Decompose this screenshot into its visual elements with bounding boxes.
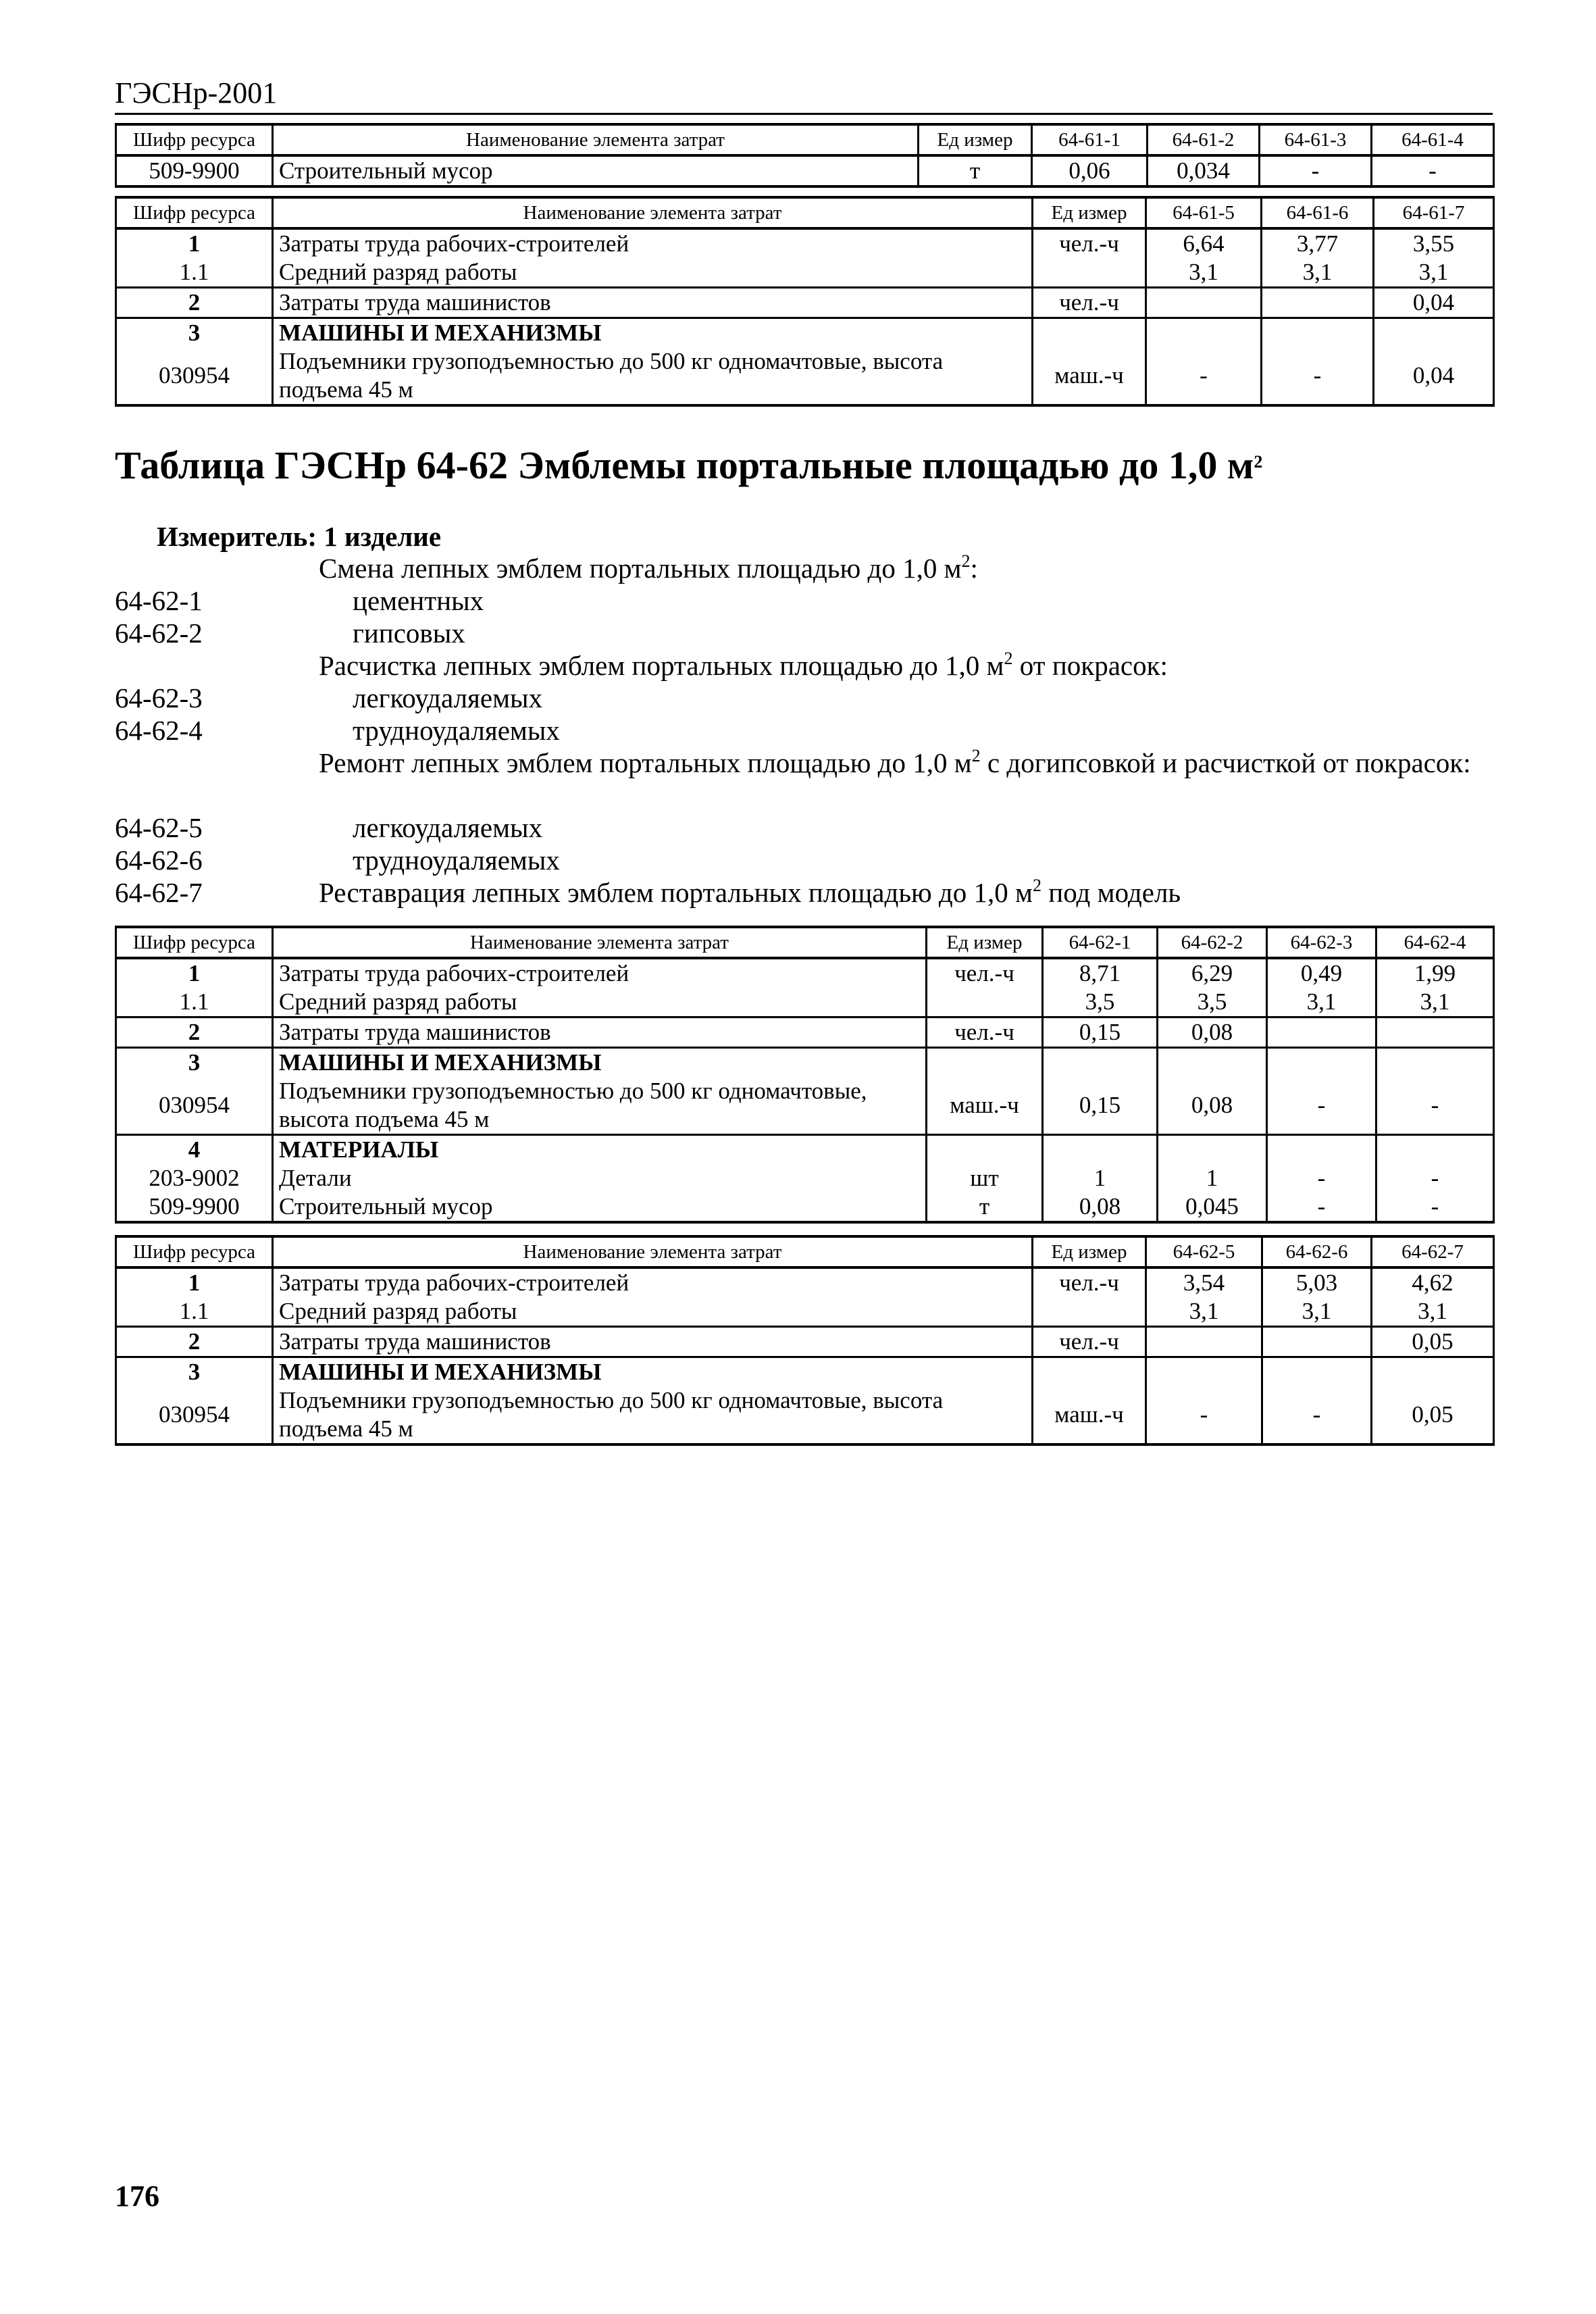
value-cell: 3,1 bbox=[1262, 1297, 1372, 1327]
item-code: 64-62-3 bbox=[115, 682, 203, 713]
value-cell bbox=[1267, 1017, 1376, 1048]
unit: маш.-ч bbox=[1033, 1386, 1146, 1444]
work-items-list bbox=[115, 552, 1493, 909]
value-cell: - bbox=[1376, 1077, 1494, 1135]
value-cell: 3,1 bbox=[1262, 258, 1374, 288]
value-cell: 3,55 bbox=[1374, 228, 1494, 258]
list-item bbox=[115, 811, 1493, 844]
item-code: 64-62-1 bbox=[115, 585, 203, 616]
resource-code: 509-9900 bbox=[116, 155, 273, 186]
value-cell: 3,1 bbox=[1374, 258, 1494, 288]
column-header: 64-61-5 bbox=[1146, 197, 1262, 228]
resource-code: 2 bbox=[116, 1327, 273, 1357]
value-cell bbox=[1376, 1017, 1494, 1048]
column-header: 64-61-7 bbox=[1374, 197, 1494, 228]
empty-cell bbox=[1033, 1357, 1146, 1387]
table-header-row bbox=[116, 197, 1494, 228]
empty-cell bbox=[1033, 318, 1146, 348]
unit: чел.-ч bbox=[1033, 1327, 1146, 1357]
value-cell: 3,5 bbox=[1158, 988, 1267, 1017]
table-row bbox=[116, 958, 1494, 988]
value-cell: - bbox=[1376, 1164, 1494, 1192]
cost-element-name: Затраты труда машинистов bbox=[273, 1327, 1033, 1357]
superscript: 2 bbox=[971, 746, 981, 765]
table-row bbox=[116, 1192, 1494, 1222]
table-row bbox=[116, 1017, 1494, 1048]
list-item bbox=[115, 584, 1493, 617]
value-cell: - bbox=[1262, 347, 1374, 405]
empty-cell bbox=[1376, 1135, 1494, 1165]
running-header: ГЭСНр-2001 bbox=[115, 76, 1493, 115]
resource-code: 030954 bbox=[116, 1077, 273, 1135]
value-cell: 1,99 bbox=[1376, 958, 1494, 988]
column-header: Шифр ресурса bbox=[116, 197, 273, 228]
value-cell: 3,1 bbox=[1376, 988, 1494, 1017]
column-header: Шифр ресурса bbox=[116, 927, 273, 958]
section-heading: МАШИНЫ И МЕХАНИЗМЫ bbox=[273, 318, 1033, 348]
column-header: Наименование элемента затрат bbox=[273, 927, 927, 958]
resource-code: 3 bbox=[116, 318, 273, 348]
column-header: 64-62-5 bbox=[1146, 1236, 1262, 1267]
cost-element-name: Затраты труда рабочих-строителей bbox=[273, 958, 927, 988]
page-number: 176 bbox=[115, 2180, 159, 2213]
value-cell: 5,03 bbox=[1262, 1267, 1372, 1297]
table-header-row bbox=[116, 1236, 1494, 1267]
resource-code: 4 bbox=[116, 1135, 273, 1165]
item-text: легкоудаляемых bbox=[353, 682, 543, 713]
item-text-main: Реставрация лепных эмблем портальных площадью до 1,0 м bbox=[319, 877, 1033, 908]
table-row bbox=[116, 288, 1494, 318]
table-title-text: Таблица ГЭСНр 64-62 Эмблемы портальные площадью до 1,0 м bbox=[115, 443, 1254, 487]
unit bbox=[1033, 258, 1146, 288]
value-cell: 4,62 bbox=[1372, 1267, 1494, 1297]
item-text-after: : bbox=[970, 553, 978, 584]
column-header: Ед измер bbox=[919, 124, 1032, 155]
value-cell: - bbox=[1262, 1386, 1372, 1444]
item-text-main: Смена лепных эмблем портальных площадью до 1,0 м bbox=[319, 553, 962, 584]
unit bbox=[1033, 1297, 1146, 1327]
item-code: 64-62-2 bbox=[115, 618, 203, 649]
empty-cell bbox=[1376, 1048, 1494, 1078]
empty-cell bbox=[1043, 1048, 1158, 1078]
column-header: 64-62-2 bbox=[1158, 927, 1267, 958]
empty-cell bbox=[927, 1135, 1043, 1165]
cost-element-name: Строительный мусор bbox=[273, 1192, 927, 1222]
resource-table-64-62-1-4 bbox=[115, 926, 1495, 1224]
table-row bbox=[116, 1386, 1494, 1444]
resource-code: 1 bbox=[116, 1267, 273, 1297]
list-item bbox=[115, 876, 1493, 909]
empty-cell bbox=[1262, 1357, 1372, 1387]
value-cell: 3,1 bbox=[1146, 258, 1262, 288]
table-row bbox=[116, 228, 1494, 258]
column-header: Шифр ресурса bbox=[116, 124, 273, 155]
resource-code: 2 bbox=[116, 288, 273, 318]
value-cell bbox=[1262, 1327, 1372, 1357]
column-header: 64-61-3 bbox=[1260, 124, 1372, 155]
section-heading: МАТЕРИАЛЫ bbox=[273, 1135, 927, 1165]
empty-cell bbox=[1267, 1135, 1376, 1165]
cost-element-name: Детали bbox=[273, 1164, 927, 1192]
value-cell: 0,06 bbox=[1032, 155, 1148, 186]
item-text-after: от покрасок: bbox=[1012, 650, 1168, 681]
value-cell: 0,05 bbox=[1372, 1327, 1494, 1357]
resource-code: 1.1 bbox=[116, 988, 273, 1017]
unit: т bbox=[927, 1192, 1043, 1222]
item-text-main: Ремонт лепных эмблем портальных площадью до 1,0 м bbox=[319, 747, 972, 778]
cost-element-name: Средний разряд работы bbox=[273, 258, 1033, 288]
item-code: 64-62-4 bbox=[115, 715, 203, 746]
resource-table-64-62-5-7 bbox=[115, 1235, 1495, 1446]
resource-code: 509-9900 bbox=[116, 1192, 273, 1222]
item-text bbox=[319, 747, 1494, 779]
value-cell: 0,04 bbox=[1374, 288, 1494, 318]
value-cell: 0,15 bbox=[1043, 1017, 1158, 1048]
value-cell: 0,04 bbox=[1374, 347, 1494, 405]
column-header: 64-61-6 bbox=[1262, 197, 1374, 228]
item-text: трудноудаляемых bbox=[353, 845, 560, 876]
table-row bbox=[116, 988, 1494, 1017]
value-cell: 0,49 bbox=[1267, 958, 1376, 988]
resource-code: 030954 bbox=[116, 347, 273, 405]
table-row bbox=[116, 1077, 1494, 1135]
empty-cell bbox=[1043, 1135, 1158, 1165]
column-header: Наименование элемента затрат bbox=[273, 197, 1033, 228]
list-item bbox=[115, 649, 1493, 682]
value-cell: - bbox=[1146, 1386, 1262, 1444]
value-cell: 3,77 bbox=[1262, 228, 1374, 258]
list-item bbox=[115, 844, 1493, 876]
item-code: 64-62-5 bbox=[115, 812, 203, 843]
item-text-main: Расчистка лепных эмблем портальных площадью до 1,0 м bbox=[319, 650, 1004, 681]
superscript: 2 bbox=[961, 551, 971, 571]
unit: маш.-ч bbox=[1033, 347, 1146, 405]
cost-element-name: Строительный мусор bbox=[273, 155, 919, 186]
unit: т bbox=[919, 155, 1032, 186]
empty-cell bbox=[1158, 1135, 1267, 1165]
item-code: 64-62-7 bbox=[115, 877, 203, 908]
table-section-row bbox=[116, 1357, 1494, 1387]
value-cell: - bbox=[1376, 1192, 1494, 1222]
measure-unit: Измеритель: 1 изделие bbox=[157, 521, 442, 552]
cost-element-name: Затраты труда машинистов bbox=[273, 1017, 927, 1048]
item-text bbox=[319, 649, 1168, 682]
table-header-row bbox=[116, 927, 1494, 958]
resource-code: 1 bbox=[116, 958, 273, 988]
empty-cell bbox=[1146, 318, 1262, 348]
resource-code: 1.1 bbox=[116, 258, 273, 288]
item-code: 64-62-6 bbox=[115, 845, 203, 876]
column-header: Шифр ресурса bbox=[116, 1236, 273, 1267]
column-header: 64-62-4 bbox=[1376, 927, 1494, 958]
cost-element-name: Подъемники грузоподъемностью до 500 кг одномачтовые, высота подъема 45 м bbox=[273, 347, 1033, 405]
value-cell: 0,08 bbox=[1043, 1192, 1158, 1222]
value-cell: 3,1 bbox=[1267, 988, 1376, 1017]
value-cell: 0,045 bbox=[1158, 1192, 1267, 1222]
table-section-row bbox=[116, 318, 1494, 348]
value-cell bbox=[1262, 288, 1374, 318]
column-header: 64-61-4 bbox=[1372, 124, 1494, 155]
column-header: Ед измер bbox=[927, 927, 1043, 958]
value-cell: 1 bbox=[1158, 1164, 1267, 1192]
unit: чел.-ч bbox=[927, 1017, 1043, 1048]
empty-cell bbox=[927, 1048, 1043, 1078]
column-header: 64-61-1 bbox=[1032, 124, 1148, 155]
column-header: 64-62-7 bbox=[1372, 1236, 1494, 1267]
list-item bbox=[115, 552, 1493, 584]
superscript: 2 bbox=[1004, 649, 1013, 668]
cost-element-name: Подъемники грузоподъемностью до 500 кг одномачтовые, высота подъема 45 м bbox=[273, 1077, 927, 1135]
value-cell: 0,08 bbox=[1158, 1017, 1267, 1048]
value-cell: 0,05 bbox=[1372, 1386, 1494, 1444]
unit: чел.-ч bbox=[927, 958, 1043, 988]
value-cell: 3,54 bbox=[1146, 1267, 1262, 1297]
unit: шт bbox=[927, 1164, 1043, 1192]
resource-code: 030954 bbox=[116, 1386, 273, 1444]
table-row bbox=[116, 1267, 1494, 1297]
value-cell: 6,64 bbox=[1146, 228, 1262, 258]
value-cell: 3,1 bbox=[1146, 1297, 1262, 1327]
empty-cell bbox=[1267, 1048, 1376, 1078]
value-cell: - bbox=[1260, 155, 1372, 186]
item-text: цементных bbox=[353, 585, 484, 616]
cost-element-name: Затраты труда рабочих-строителей bbox=[273, 1267, 1033, 1297]
value-cell: 6,29 bbox=[1158, 958, 1267, 988]
column-header: Ед измер bbox=[1033, 1236, 1146, 1267]
unit: чел.-ч bbox=[1033, 228, 1146, 258]
item-text: легкоудаляемых bbox=[353, 812, 543, 843]
resource-table-64-61-5-7 bbox=[115, 196, 1495, 407]
value-cell bbox=[1146, 1327, 1262, 1357]
column-header: Ед измер bbox=[1033, 197, 1146, 228]
column-header: Наименование элемента затрат bbox=[273, 1236, 1033, 1267]
unit: чел.-ч bbox=[1033, 1267, 1146, 1297]
resource-code: 203-9002 bbox=[116, 1164, 273, 1192]
table-header-row bbox=[116, 124, 1494, 155]
value-cell: 0,08 bbox=[1158, 1077, 1267, 1135]
item-text: гипсовых bbox=[353, 618, 465, 649]
table-row bbox=[116, 258, 1494, 288]
unit bbox=[927, 988, 1043, 1017]
item-text-after: с догипсовкой и расчисткой от покрасок: bbox=[980, 747, 1471, 778]
empty-cell bbox=[1372, 1357, 1494, 1387]
resource-code: 3 bbox=[116, 1048, 273, 1078]
value-cell: 0,15 bbox=[1043, 1077, 1158, 1135]
table-row bbox=[116, 1297, 1494, 1327]
column-header: 64-62-6 bbox=[1262, 1236, 1372, 1267]
unit: чел.-ч bbox=[1033, 288, 1146, 318]
value-cell: 1 bbox=[1043, 1164, 1158, 1192]
value-cell bbox=[1146, 288, 1262, 318]
table-row bbox=[116, 1327, 1494, 1357]
unit: маш.-ч bbox=[927, 1077, 1043, 1135]
value-cell: - bbox=[1267, 1192, 1376, 1222]
list-item bbox=[115, 617, 1493, 649]
cost-element-name: Затраты труда рабочих-строителей bbox=[273, 228, 1033, 258]
resource-code: 2 bbox=[116, 1017, 273, 1048]
superscript: 2 bbox=[1254, 452, 1263, 472]
value-cell: - bbox=[1372, 155, 1494, 186]
column-header: Наименование элемента затрат bbox=[273, 124, 919, 155]
table-section-row bbox=[116, 1048, 1494, 1078]
resource-code: 3 bbox=[116, 1357, 273, 1387]
item-text bbox=[319, 552, 978, 584]
cost-element-name: Средний разряд работы bbox=[273, 1297, 1033, 1327]
column-header: 64-62-1 bbox=[1043, 927, 1158, 958]
item-text-after: под модель bbox=[1041, 877, 1181, 908]
empty-cell bbox=[1146, 1357, 1262, 1387]
item-text: трудноудаляемых bbox=[353, 715, 560, 746]
value-cell: - bbox=[1267, 1164, 1376, 1192]
value-cell: 3,1 bbox=[1372, 1297, 1494, 1327]
section-heading: МАШИНЫ И МЕХАНИЗМЫ bbox=[273, 1048, 927, 1078]
cost-element-name: Затраты труда машинистов bbox=[273, 288, 1033, 318]
table-row bbox=[116, 347, 1494, 405]
value-cell: - bbox=[1267, 1077, 1376, 1135]
empty-cell bbox=[1262, 318, 1374, 348]
resource-table-64-61-1-4 bbox=[115, 123, 1495, 188]
superscript: 2 bbox=[1033, 876, 1041, 895]
value-cell: 0,034 bbox=[1148, 155, 1260, 186]
item-text bbox=[319, 876, 1181, 909]
cost-element-name: Подъемники грузоподъемностью до 500 кг одномачтовые, высота подъема 45 м bbox=[273, 1386, 1033, 1444]
list-item bbox=[115, 747, 1493, 811]
list-item bbox=[115, 714, 1493, 747]
table-title bbox=[115, 443, 1262, 488]
table-row bbox=[116, 155, 1494, 186]
section-heading: МАШИНЫ И МЕХАНИЗМЫ bbox=[273, 1357, 1033, 1387]
list-item bbox=[115, 682, 1493, 714]
column-header: 64-62-3 bbox=[1267, 927, 1376, 958]
value-cell: 3,5 bbox=[1043, 988, 1158, 1017]
value-cell: - bbox=[1146, 347, 1262, 405]
empty-cell bbox=[1374, 318, 1494, 348]
column-header: 64-61-2 bbox=[1148, 124, 1260, 155]
table-section-row bbox=[116, 1135, 1494, 1165]
empty-cell bbox=[1158, 1048, 1267, 1078]
table-row bbox=[116, 1164, 1494, 1192]
cost-element-name: Средний разряд работы bbox=[273, 988, 927, 1017]
resource-code: 1.1 bbox=[116, 1297, 273, 1327]
value-cell: 8,71 bbox=[1043, 958, 1158, 988]
resource-code: 1 bbox=[116, 228, 273, 258]
